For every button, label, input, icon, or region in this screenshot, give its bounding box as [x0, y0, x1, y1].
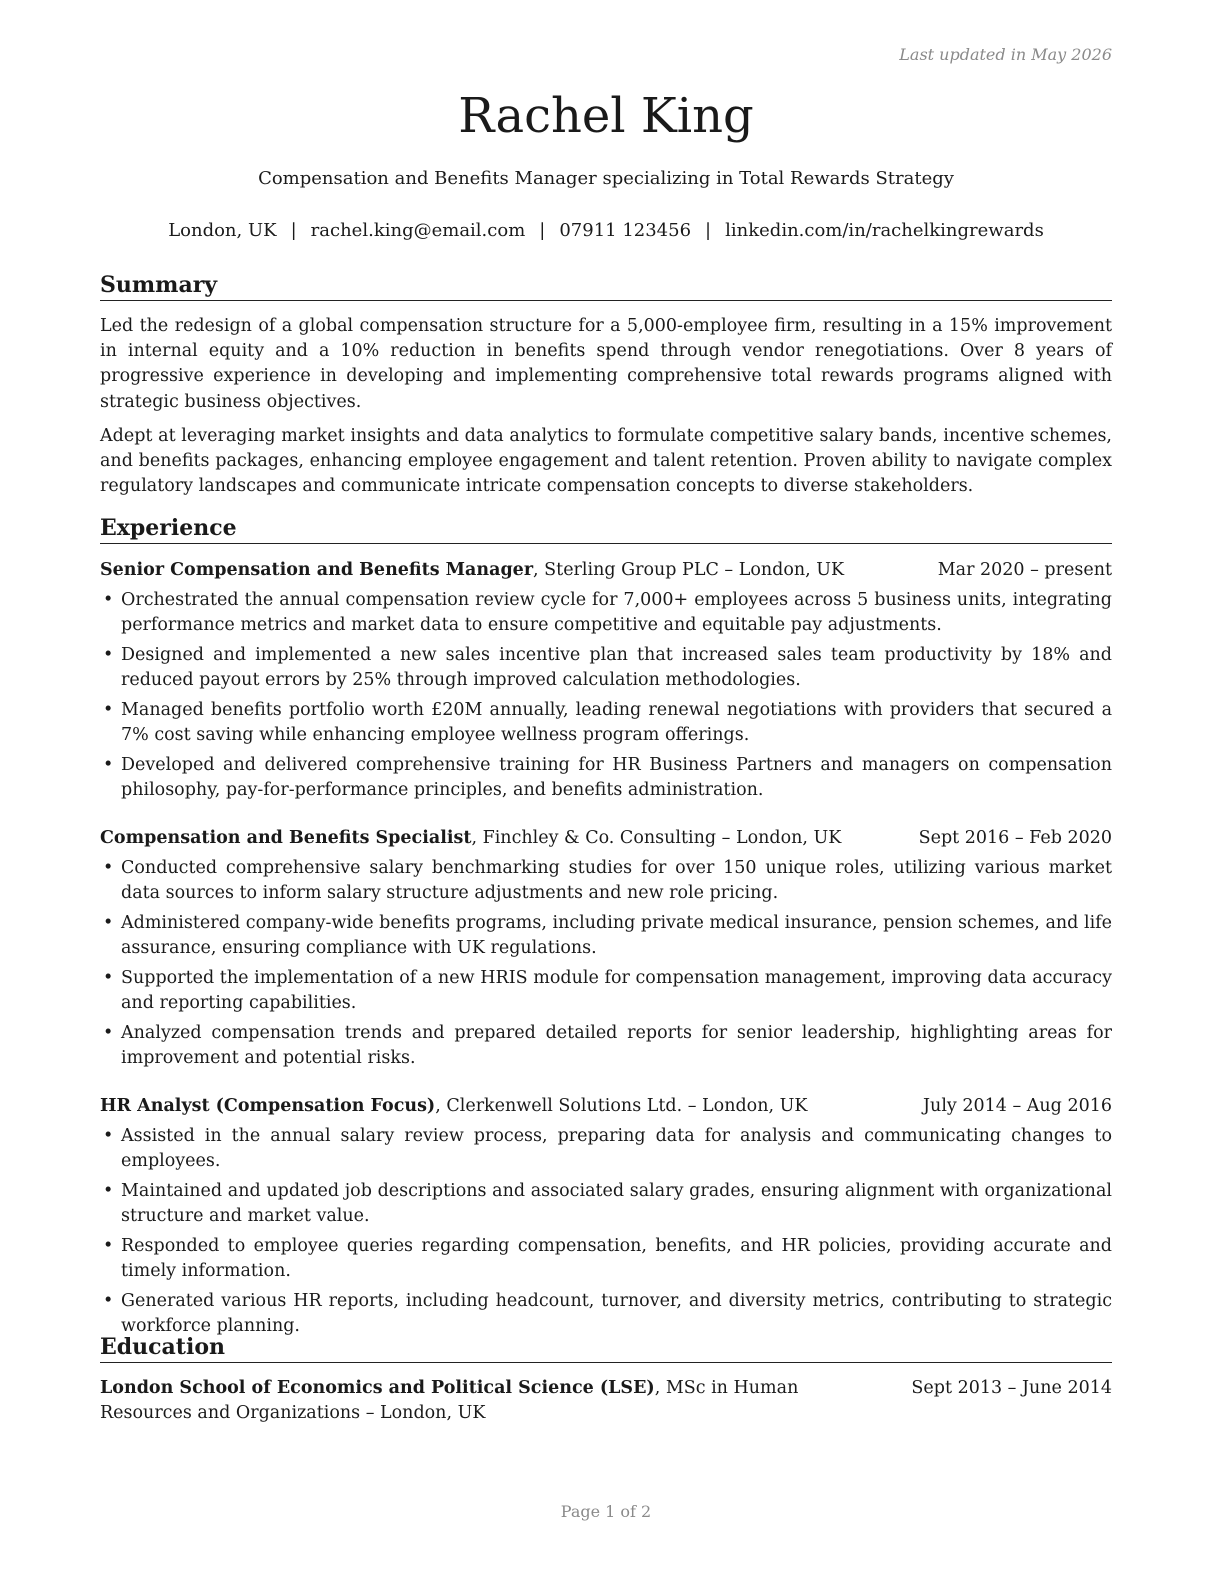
job-role: Senior Compensation and Benefits Manager — [100, 560, 534, 580]
list-item: • Analyzed compensation trends and prepared detailed reports for senior leadership, highlighting areas for improvement and potential risks. — [100, 1021, 1112, 1071]
education-school: London School of Economics and Political Science (LSE) — [100, 1378, 655, 1398]
contact-line — [100, 220, 1112, 241]
job-bullets — [100, 588, 1112, 808]
summary-paragraph: Adept at leveraging market insights and data analytics to formulate competitive salary bands, incentive schemes, and benefits packages, enhancing employee engagement and talent retention. Proven ability to navigate complex regulatory landscapes and communicate intricate compensation concepts to diverse stakeholders. — [100, 426, 1112, 497]
job-bullets — [100, 856, 1112, 1076]
education-dates: Sept 2013 – June 2014 — [911, 1378, 1112, 1398]
contact-separator: | — [705, 220, 712, 241]
contact-email[interactable]: rachel.king@email.com — [310, 220, 526, 241]
contact-location: London, UK — [168, 220, 277, 241]
job-dates: Mar 2020 – present — [937, 560, 1112, 580]
summary-paragraph: Led the redesign of a global compensation structure for a 5,000-employee firm, resulting in a 15% improvement in internal equity and a 10% reduction in benefits spend through vendor renegotiations. Over 8 years of progressive experience in developing and implementing comprehensive total rewards programs aligned with strategic business objectives. — [100, 316, 1112, 412]
job-company: , Sterling Group PLC – London, UK — [533, 560, 845, 580]
section-title-experience: Experience — [100, 514, 1112, 544]
list-item: • Administered company-wide benefits programs, including private medical insurance, pension schemes, and life assurance, ensuring compliance with UK regulations. — [100, 911, 1112, 961]
list-item: • Responded to employee queries regarding compensation, benefits, and HR policies, providing accurate and timely information. — [100, 1234, 1112, 1284]
section-title-education: Education — [100, 1333, 1112, 1363]
list-item: • Assisted in the annual salary review process, preparing data for analysis and communicating changes to employees. — [100, 1124, 1112, 1174]
list-item: • Supported the implementation of a new HRIS module for compensation management, improving data accuracy and reporting capabilities. — [100, 966, 1112, 1016]
education-entry — [100, 1376, 1112, 1426]
candidate-name: Rachel King — [458, 88, 754, 144]
job-role: Compensation and Benefits Specialist — [100, 828, 472, 848]
job-company: , Clerkenwell Solutions Ltd. – London, UK — [435, 1096, 808, 1116]
contact-separator: | — [290, 220, 297, 241]
list-item: • Maintained and updated job descriptions and associated salary grades, ensuring alignment with organizational structure and market value. — [100, 1179, 1112, 1229]
section-title-summary: Summary — [100, 271, 1112, 301]
contact-linkedin[interactable]: linkedin.com/in/rachelkingrewards — [725, 220, 1044, 241]
contact-phone: 07911 123456 — [559, 220, 692, 241]
job-dates: Sept 2016 – Feb 2020 — [918, 828, 1112, 848]
job-header — [100, 1094, 1112, 1119]
education-detail: , MSc in Human Resources and Organizations – London, UK — [100, 1378, 799, 1424]
job-role: HR Analyst (Compensation Focus) — [100, 1096, 436, 1116]
list-item: • Conducted comprehensive salary benchmarking studies for over 150 unique roles, utilizing various market data sources to inform salary structure adjustments and new role pricing. — [100, 856, 1112, 906]
contact-separator: | — [539, 220, 546, 241]
job-company: , Finchley & Co. Consulting – London, UK — [471, 828, 842, 848]
job-bullets — [100, 1124, 1112, 1344]
list-item: • Developed and delivered comprehensive training for HR Business Partners and managers on compensation philosophy, pay-for-performance principles, and benefits administration. — [100, 753, 1112, 803]
list-item: • Managed benefits portfolio worth £20M annually, leading renewal negotiations with providers that secured a 7% cost saving while enhancing employee wellness program offerings. — [100, 698, 1112, 748]
job-header — [100, 558, 1112, 583]
job-dates: July 2014 – Aug 2016 — [923, 1096, 1112, 1116]
job-header — [100, 826, 1112, 851]
headline: Compensation and Benefits Manager specializing in Total Rewards Strategy — [258, 168, 954, 189]
last-updated: Last updated in May 2026 — [899, 45, 1112, 64]
list-item: • Designed and implemented a new sales incentive plan that increased sales team productivity by 18% and reduced payout errors by 25% through improved calculation methodologies. — [100, 643, 1112, 693]
list-item: • Generated various HR reports, including headcount, turnover, and diversity metrics, contributing to strategic workforce planning. — [100, 1289, 1112, 1339]
list-item: • Orchestrated the annual compensation review cycle for 7,000+ employees across 5 business units, integrating performance metrics and market data to ensure competitive and equitable pay adjustments. — [100, 588, 1112, 638]
page-number: Page 1 of 2 — [560, 1502, 652, 1521]
